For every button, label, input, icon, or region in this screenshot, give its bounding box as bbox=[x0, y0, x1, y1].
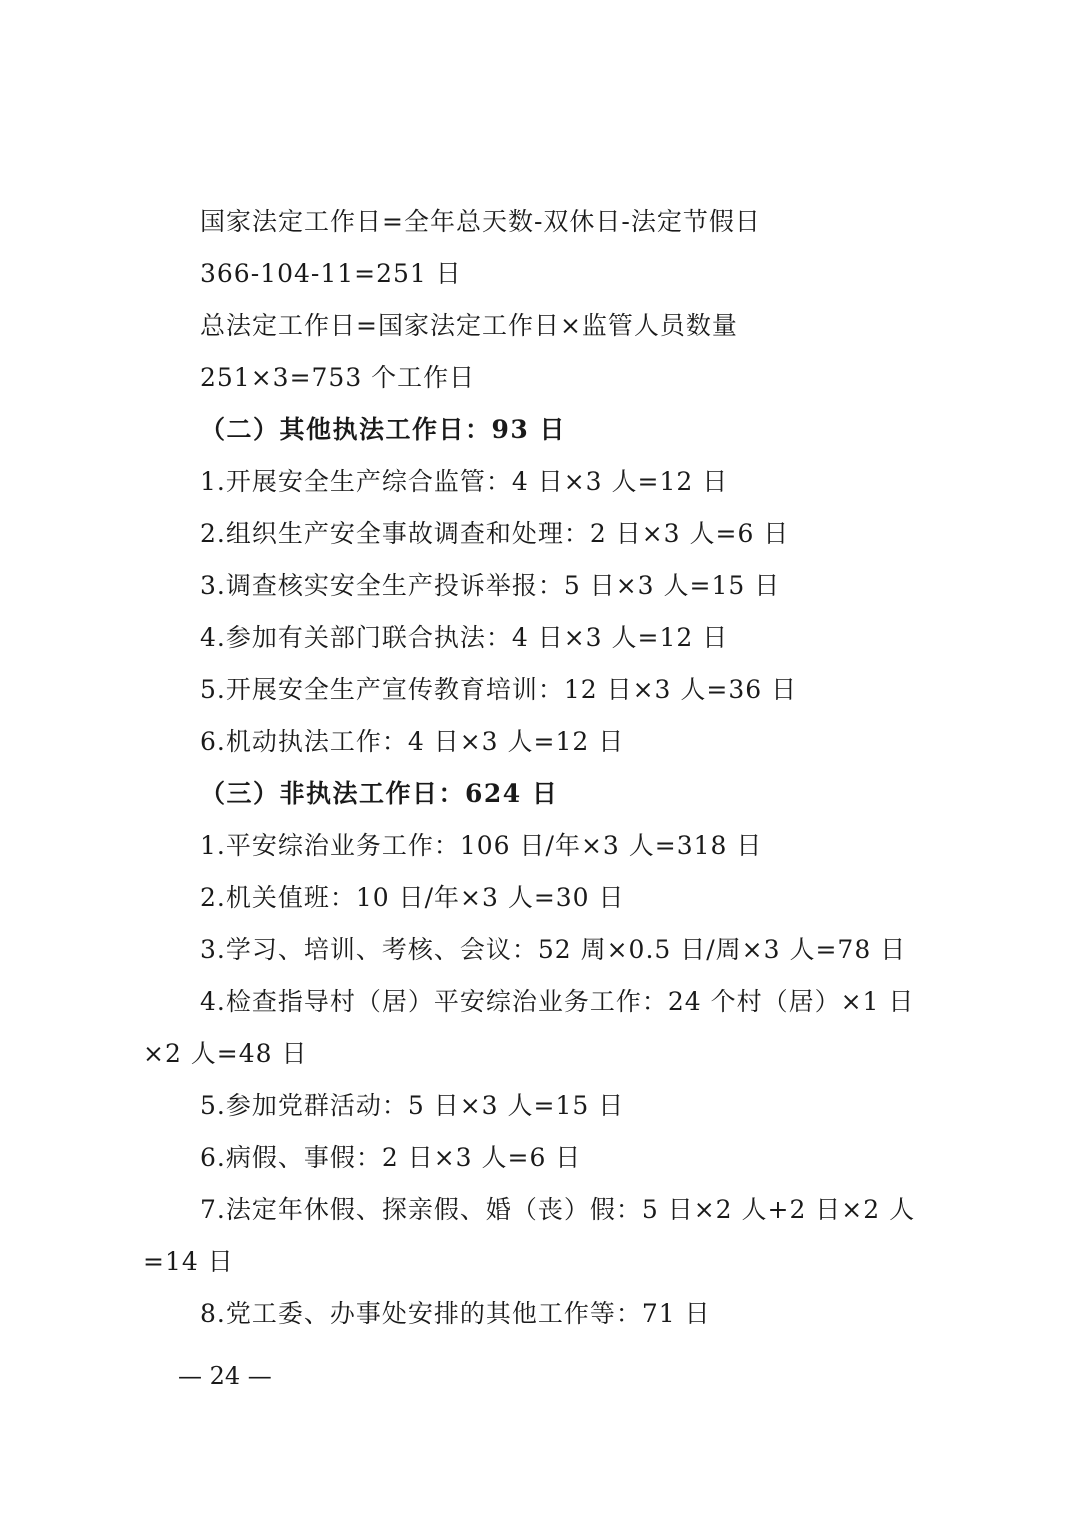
page-number: — 24 — bbox=[178, 1362, 272, 1390]
section-heading-other-enforcement: （二）其他执法工作日：93 日 bbox=[200, 415, 566, 444]
list-item: 1.开展安全生产综合监管：4 日×3 人=12 日 bbox=[200, 467, 729, 496]
formula-calc-total-workdays: 251×3=753 个工作日 bbox=[200, 363, 476, 392]
section-heading-non-enforcement: （三）非执法工作日：624 日 bbox=[200, 779, 559, 808]
list-item: 7.法定年休假、探亲假、婚（丧）假：5 日×2 人+2 日×2 人 bbox=[200, 1195, 916, 1224]
list-item: 1.平安综治业务工作：106 日/年×3 人=318 日 bbox=[200, 831, 763, 860]
formula-definition-statutory-workdays: 国家法定工作日=全年总天数-双休日-法定节假日 bbox=[200, 207, 761, 236]
list-item: 5.参加党群活动：5 日×3 人=15 日 bbox=[200, 1091, 625, 1120]
list-item: 4.检查指导村（居）平安综治业务工作：24 个村（居）×1 日 bbox=[200, 987, 915, 1016]
list-item: 8.党工委、办事处安排的其他工作等：71 日 bbox=[200, 1299, 711, 1328]
list-item: 6.机动执法工作：4 日×3 人=12 日 bbox=[200, 727, 625, 756]
list-item: 2.机关值班：10 日/年×3 人=30 日 bbox=[200, 883, 625, 912]
list-item: 3.调查核实安全生产投诉举报：5 日×3 人=15 日 bbox=[200, 571, 781, 600]
list-item: 4.参加有关部门联合执法：4 日×3 人=12 日 bbox=[200, 623, 729, 652]
list-item: 3.学习、培训、考核、会议：52 周×0.5 日/周×3 人=78 日 bbox=[200, 935, 907, 964]
list-item-continuation: ×2 人=48 日 bbox=[143, 1039, 308, 1068]
list-item-continuation: =14 日 bbox=[143, 1247, 234, 1276]
formula-calc-statutory-workdays: 366-104-11=251 日 bbox=[200, 259, 462, 288]
list-item: 2.组织生产安全事故调查和处理：2 日×3 人=6 日 bbox=[200, 519, 790, 548]
list-item: 5.开展安全生产宣传教育培训：12 日×3 人=36 日 bbox=[200, 675, 798, 704]
formula-definition-total-workdays: 总法定工作日=国家法定工作日×监管人员数量 bbox=[200, 311, 738, 340]
list-item: 6.病假、事假：2 日×3 人=6 日 bbox=[200, 1143, 582, 1172]
